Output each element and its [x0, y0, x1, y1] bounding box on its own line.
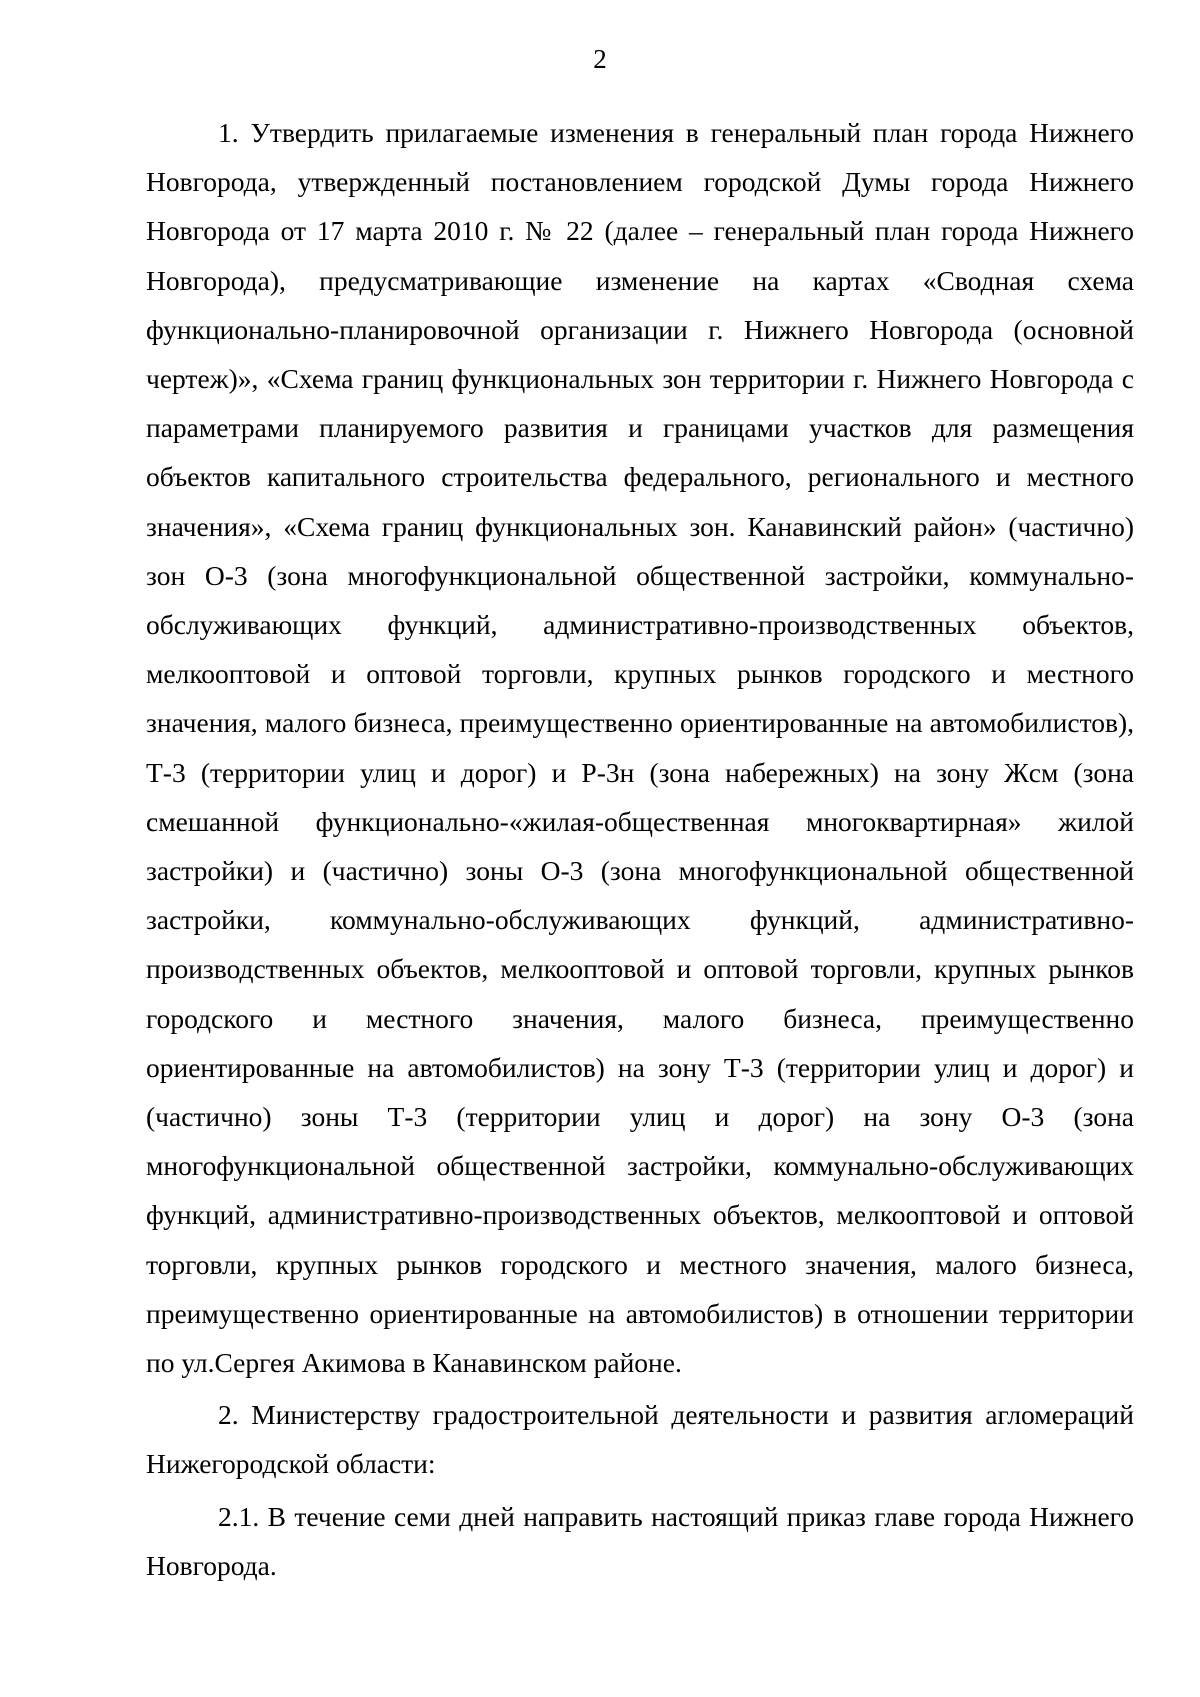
- page-number: 2: [593, 44, 607, 74]
- paragraph-2: 2. Министерству градостроительной деятельности и развития агломераций Нижегородской области:: [146, 1399, 1134, 1480]
- paragraph-1: 1. Утвердить прилагаемые изменения в генеральный план города Нижнего Новгорода, утвержденный постановлением городской Думы города Нижнего Новгорода от 17 марта 2010 г. № 22 (далее – генеральный план города Нижнего Новгорода), предусматривающие изменение на картах «Сводная схема функционально-планировочной организации г. Нижнего Новгорода (основной чертеж)», «Схема границ функциональных зон территории г. Нижнего Новгорода с параметрами планируемого развития и границами участков для размещения объектов капитального строительства федерального, регионального и местного значения», «Схема границ функциональных зон. Канавинский район» (частично) зон О-3 (зона многофункциональной общественной застройки, коммунально-обслуживающих функций, административно-производственных объектов, мелкооптовой и оптовой торговли, крупных рынков городского и местного значения, малого бизнеса, преимущественно ориентированные на автомобилистов), Т-3 (территории улиц и дорог) и Р-3н (зона набережных) на зону Жсм (зона смешанной функционально-«жилая-общественная многоквартирная» жилой застройки) и (частично) зоны О-3 (зона многофункциональной общественной застройки, коммунально-обслуживающих функций, административно-производственных объектов, мелкооптовой и оптовой торговли, крупных рынков городского и местного значения, малого бизнеса, преимущественно ориентированные на автомобилистов) на зону Т-3 (территории улиц и дорог) и (частично) зоны Т-3 (территории улиц и дорог) на зону О-3 (зона многофункциональной общественной застройки, коммунально-обслуживающих функций, административно-производственных объектов, мелкооптовой и оптовой торговли, крупных рынков городского и местного значения, малого бизнеса, преимущественно ориентированные на автомобилистов) в отношении территории по ул.Сергея Акимова в Канавинском районе.: [146, 117, 1134, 1379]
- paragraph-2-1: 2.1. В течение семи дней направить настоящий приказ главе города Нижнего Новгорода.: [146, 1500, 1134, 1581]
- document-body: [146, 108, 1134, 1590]
